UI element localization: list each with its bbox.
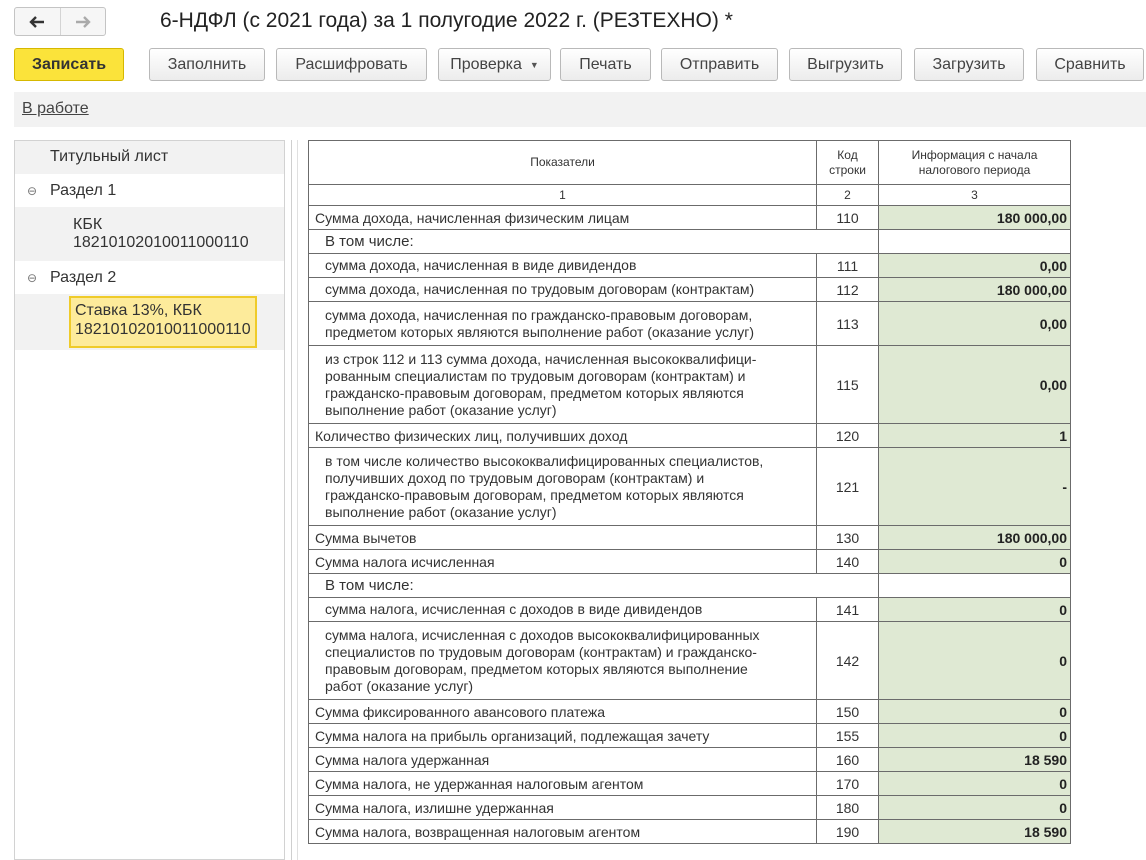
- row-value-cell[interactable]: 0,00: [879, 254, 1071, 278]
- empty-cell: [879, 574, 1071, 598]
- row-label-line: специалистов по трудовым договорам (контрактам) и гражданско-: [325, 643, 757, 660]
- row-value-cell[interactable]: 180 000,00: [879, 278, 1071, 302]
- arrow-left-icon: [28, 15, 46, 29]
- rate-label: Ставка 13%, КБК: [75, 302, 202, 319]
- status-link[interactable]: В работе: [22, 100, 89, 117]
- splitter[interactable]: [291, 140, 292, 860]
- table-row: [309, 254, 1071, 278]
- forward-button[interactable]: [60, 8, 106, 35]
- row-label: Сумма налога на прибыль организаций, подлежащая зачету: [309, 724, 817, 748]
- dropdown-arrow-icon: ▼: [529, 59, 539, 70]
- table-row: [309, 772, 1071, 796]
- row-label-line: получивших доход по трудовым договорам (контрактам) и: [325, 469, 705, 486]
- row-value-cell[interactable]: 18 590: [879, 820, 1071, 844]
- group-label: В том числе:: [309, 574, 879, 598]
- back-button[interactable]: [15, 8, 60, 35]
- arrow-right-icon: [74, 15, 92, 29]
- row-value-cell[interactable]: 0,00: [879, 302, 1071, 346]
- tree-item-section1[interactable]: Раздел 1: [50, 182, 117, 199]
- empty-cell: [879, 230, 1071, 254]
- row-code: 140: [817, 550, 879, 574]
- group-label: В том числе:: [309, 230, 879, 254]
- row-value-cell[interactable]: 0,00: [879, 346, 1071, 424]
- row-label: Сумма дохода, начисленная физическим лицам: [309, 206, 817, 230]
- section-tree: [14, 140, 285, 860]
- compare-button[interactable]: Сравнить: [1036, 48, 1144, 81]
- row-label: сумма дохода, начисленная в виде дивидендов: [309, 254, 817, 278]
- row-value-cell[interactable]: 0: [879, 724, 1071, 748]
- row-code: 190: [817, 820, 879, 844]
- row-label: сумма налога, исчисленная с доходов в виде дивидендов: [309, 598, 817, 622]
- row-label: Количество физических лиц, получивших доход: [309, 424, 817, 448]
- table-row: [309, 448, 1071, 526]
- row-code: 141: [817, 598, 879, 622]
- row-label-line: правовым договорам, предметом которых являются выполнение: [325, 660, 748, 677]
- row-label: сумма дохода, начисленная по трудовым договорам (контрактам): [309, 278, 817, 302]
- row-code: 113: [817, 302, 879, 346]
- row-value-cell[interactable]: -: [879, 448, 1071, 526]
- row-label: [309, 346, 817, 424]
- row-value-cell[interactable]: 1: [879, 424, 1071, 448]
- header-num: 1: [309, 185, 817, 206]
- row-value-cell[interactable]: 0: [879, 550, 1071, 574]
- table-row: [309, 424, 1071, 448]
- form-border: [297, 140, 298, 860]
- row-value-cell[interactable]: 0: [879, 796, 1071, 820]
- table-row: [309, 550, 1071, 574]
- collapse-icon[interactable]: ⊖: [27, 271, 38, 285]
- row-label-line: сумма налога, исчисленная с доходов высококвалифицированных: [325, 626, 760, 643]
- row-code: 160: [817, 748, 879, 772]
- header-num: 3: [879, 185, 1071, 206]
- table-row: [309, 346, 1071, 424]
- check-dropdown-button[interactable]: [438, 48, 551, 81]
- row-label-line: сумма дохода, начисленная по гражданско-правовым договорам,: [325, 306, 753, 323]
- table-row: [309, 700, 1071, 724]
- row-code: 180: [817, 796, 879, 820]
- rate-kbk-code: 18210102010011000110: [75, 321, 251, 338]
- row-label: Сумма налога удержанная: [309, 748, 817, 772]
- table-row: [309, 622, 1071, 700]
- collapse-icon[interactable]: ⊖: [27, 184, 38, 198]
- row-value-cell[interactable]: 0: [879, 700, 1071, 724]
- row-code: 170: [817, 772, 879, 796]
- decode-button[interactable]: Расшифровать: [276, 48, 427, 81]
- row-label-line: рованным специалистам по трудовым договорам (контрактам) и: [325, 367, 746, 384]
- row-label: Сумма налога, излишне удержанная: [309, 796, 817, 820]
- table-row: [309, 230, 1071, 254]
- row-value-cell[interactable]: 180 000,00: [879, 526, 1071, 550]
- row-label: Сумма налога исчисленная: [309, 550, 817, 574]
- row-code: 130: [817, 526, 879, 550]
- row-code: 111: [817, 254, 879, 278]
- status-bar: [14, 92, 1146, 127]
- row-label: Сумма фиксированного авансового платежа: [309, 700, 817, 724]
- row-code: 110: [817, 206, 879, 230]
- table-row: [309, 748, 1071, 772]
- table-row: [309, 302, 1071, 346]
- check-label: Проверка: [450, 55, 522, 73]
- export-button[interactable]: Выгрузить: [789, 48, 902, 81]
- table-row: [309, 820, 1071, 844]
- row-label: Сумма вычетов: [309, 526, 817, 550]
- row-label: Сумма налога, не удержанная налоговым агентом: [309, 772, 817, 796]
- history-nav: [14, 7, 106, 36]
- row-code: 112: [817, 278, 879, 302]
- row-value-cell[interactable]: 0: [879, 772, 1071, 796]
- row-label-line: выполнение работ (оказание услуг): [325, 401, 557, 418]
- row-label-line: гражданско-правовым договорам, предметом которых являются: [325, 486, 744, 503]
- row-code: 121: [817, 448, 879, 526]
- tree-item-title-sheet[interactable]: Титульный лист: [50, 148, 169, 165]
- table-row: [309, 598, 1071, 622]
- row-code: 115: [817, 346, 879, 424]
- row-label-line: работ (оказание услуг): [325, 677, 474, 694]
- header-indicator: Показатели: [309, 141, 817, 185]
- row-code: 120: [817, 424, 879, 448]
- row-value-cell[interactable]: 180 000,00: [879, 206, 1071, 230]
- table-row: [309, 278, 1071, 302]
- table-row: [309, 796, 1071, 820]
- header-code: Код строки: [817, 141, 879, 185]
- tree-item-section2[interactable]: Раздел 2: [50, 269, 117, 286]
- kbk-label: КБК: [73, 216, 103, 233]
- print-button[interactable]: Печать: [560, 48, 651, 81]
- table-row: [309, 526, 1071, 550]
- row-label-line: в том числе количество высококвалифицированных специалистов,: [325, 452, 764, 469]
- kbk-code: 18210102010011000110: [73, 234, 249, 251]
- row-label: [309, 302, 817, 346]
- row-label: [309, 622, 817, 700]
- table-row: [309, 206, 1071, 230]
- row-label-line: предметом которых являются выполнение работ (оказание услуг): [325, 323, 754, 340]
- row-label: Сумма налога, возвращенная налоговым агентом: [309, 820, 817, 844]
- row-code: 142: [817, 622, 879, 700]
- header-num: 2: [817, 185, 879, 206]
- ndfl-section2-table: [308, 140, 1071, 844]
- table-row: [309, 724, 1071, 748]
- row-label: [309, 448, 817, 526]
- row-label-line: из строк 112 и 113 сумма дохода, начисленная высококвалифици-: [325, 350, 757, 367]
- tree-item-section2-rate-selected[interactable]: [69, 296, 257, 348]
- send-button[interactable]: Отправить: [661, 48, 778, 81]
- row-label-line: выполнение работ (оказание услуг): [325, 503, 557, 520]
- row-code: 150: [817, 700, 879, 724]
- row-value-cell[interactable]: 18 590: [879, 748, 1071, 772]
- document-title: 6-НДФЛ (с 2021 года) за 1 полугодие 2022 г. (РЕЗТЕХНО) *: [160, 9, 733, 32]
- import-button[interactable]: Загрузить: [914, 48, 1024, 81]
- row-label-line: гражданско-правовым договорам, предметом которых являются: [325, 384, 744, 401]
- fill-button[interactable]: Заполнить: [149, 48, 265, 81]
- tree-item-section1-kbk[interactable]: [73, 216, 249, 252]
- header-info: Информация с начала налогового периода: [879, 141, 1071, 185]
- row-code: 155: [817, 724, 879, 748]
- row-value-cell[interactable]: 0: [879, 622, 1071, 700]
- save-button[interactable]: Записать: [14, 48, 124, 81]
- row-value-cell[interactable]: 0: [879, 598, 1071, 622]
- table-row: [309, 574, 1071, 598]
